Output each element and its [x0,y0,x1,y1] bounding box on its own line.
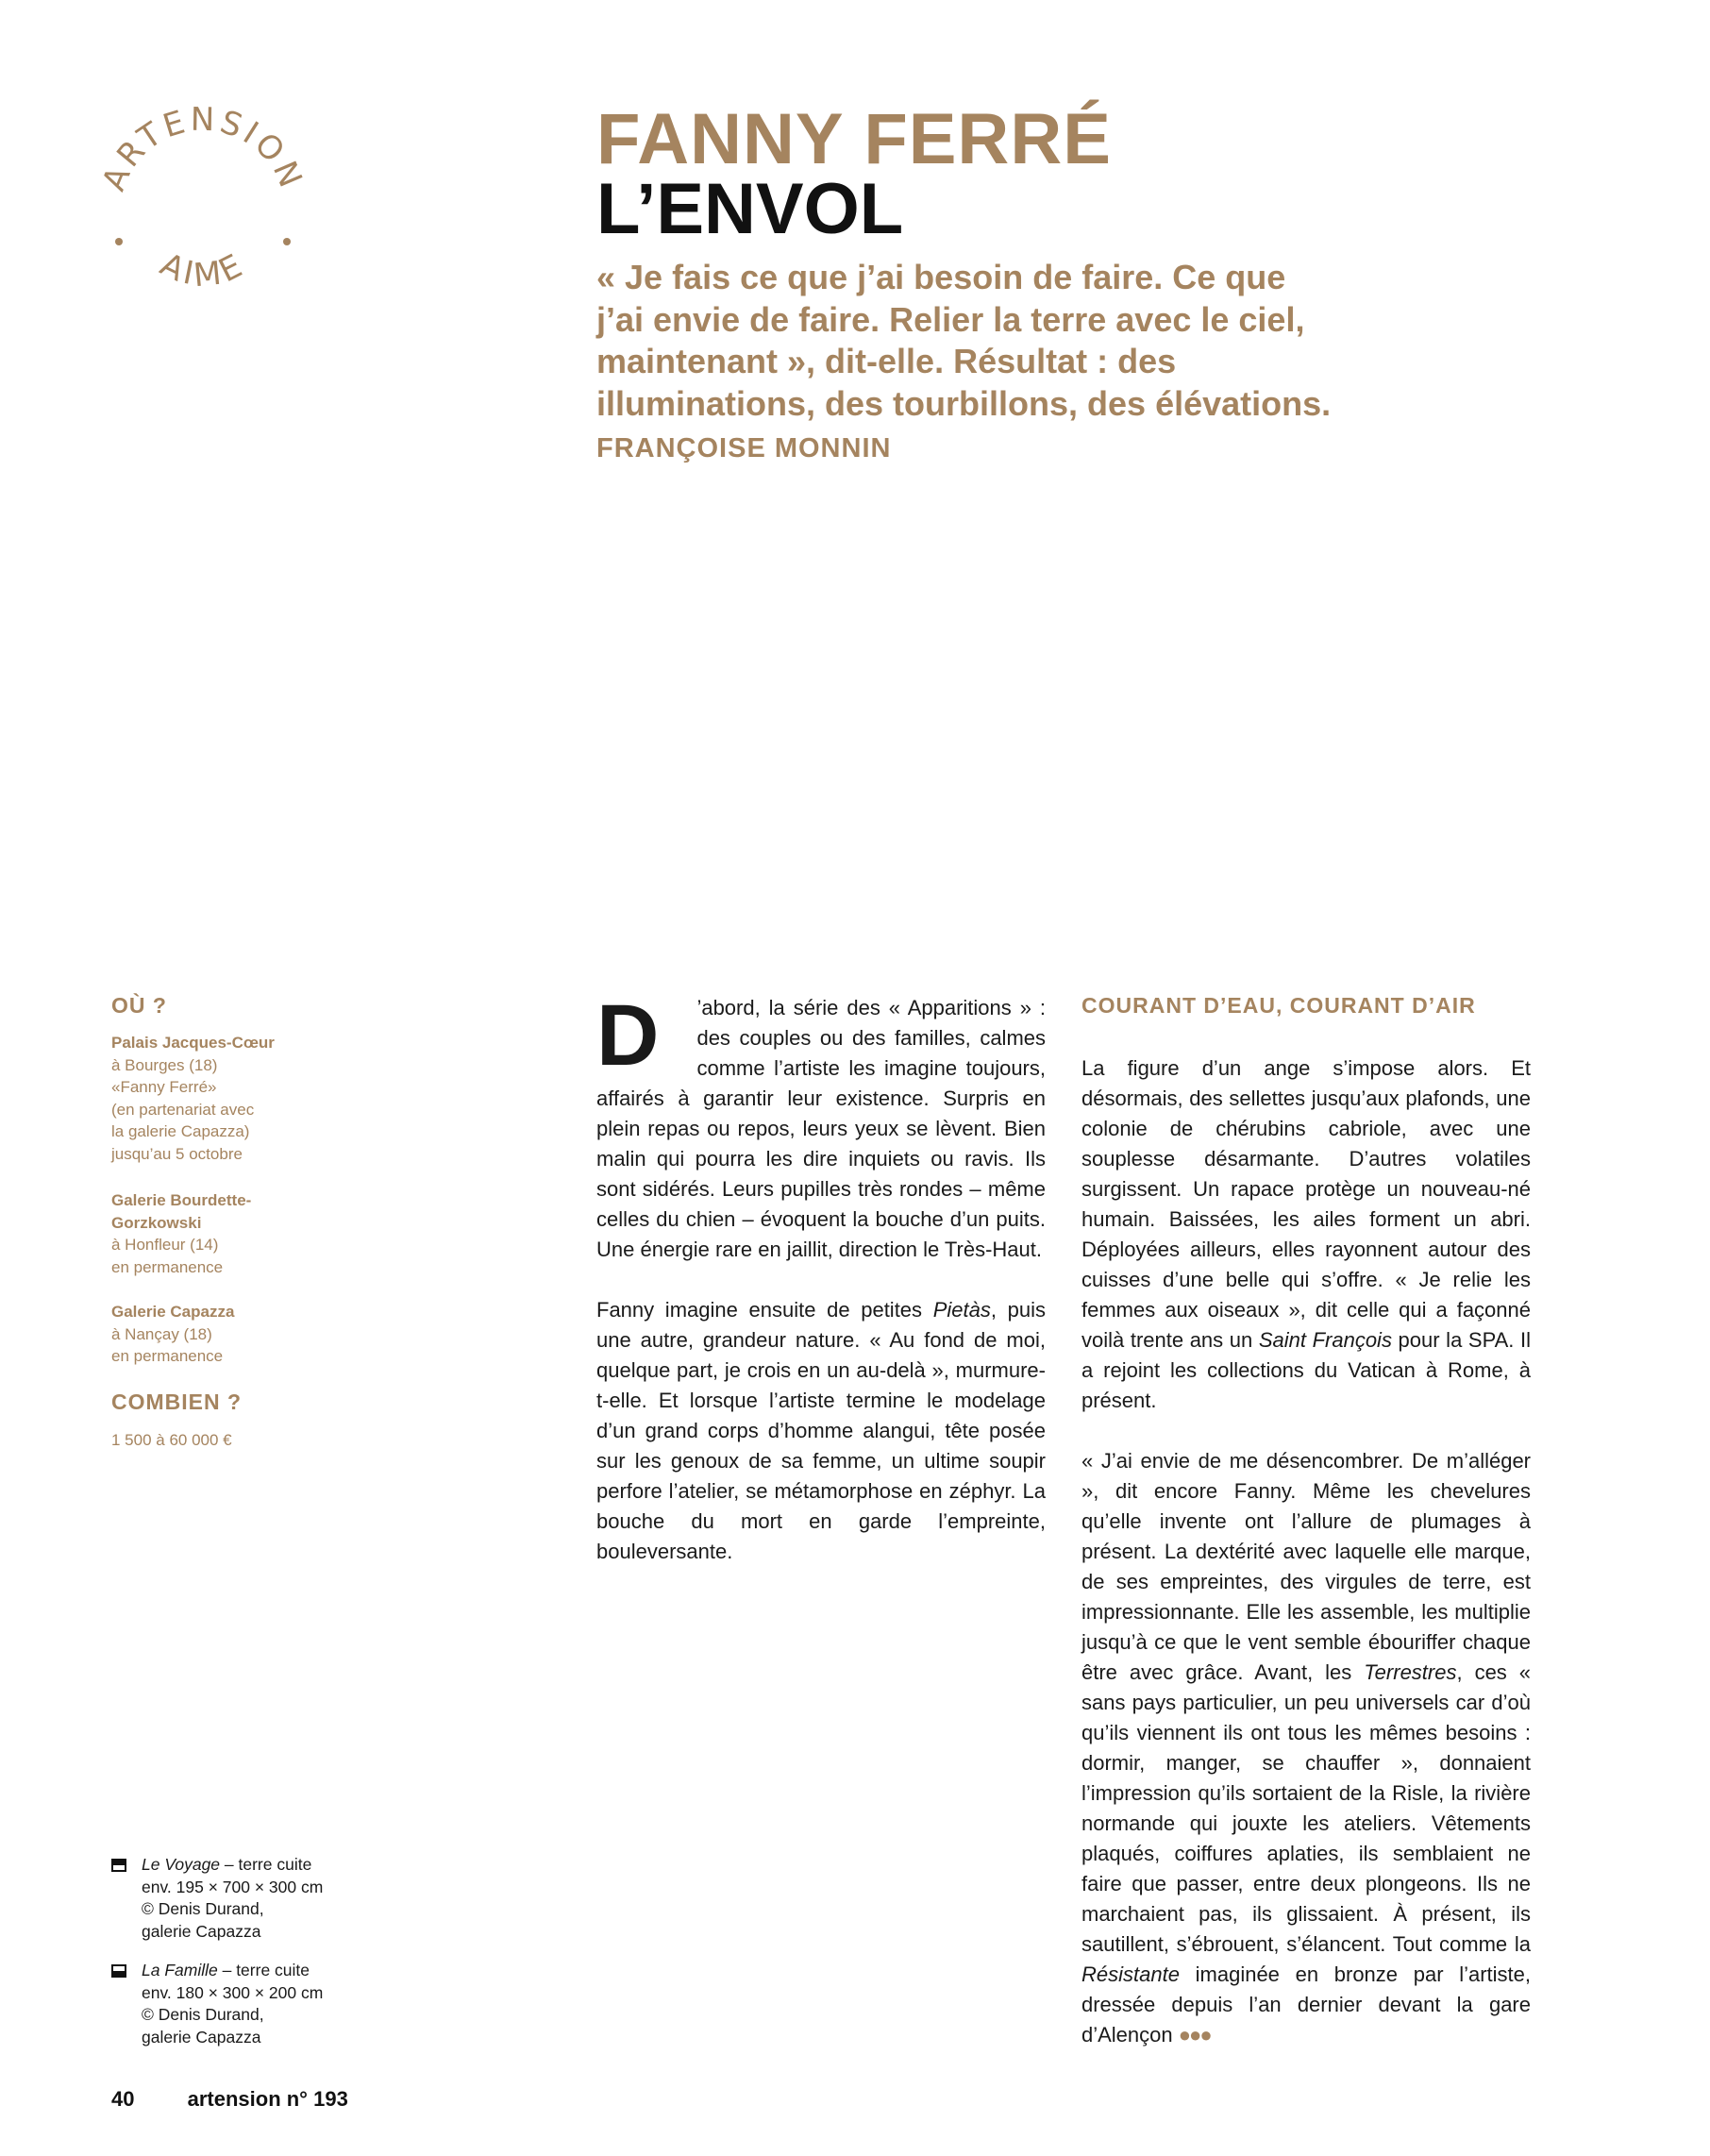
author-name: FRANÇOISE MONNIN [596,433,892,463]
page-footer [111,2087,348,2112]
paragraph-text: Fanny imagine ensuite de petites [596,1298,933,1322]
image-position-top-icon [111,1859,126,1872]
venue-line: jusqu’au 5 octobre [111,1144,243,1163]
article-subtitle: L’ENVOL [596,169,904,249]
paragraph-text: « J’ai envie de me désencombrer. De m’alléger », dit encore Fanny. Même les chevelures qu’elle invente ont l’allure de plumages à présent. La dextérité avec laquelle elle marque, de ses empreintes, des virgules de terre, est impressionnante. Elle les assemble, les multiplie jusqu’à ce que le vent semble ébouriffer chaque être avec grâce. Avant, les [1081,1449,1531,1684]
artwork-medium: – terre cuite [220,1855,312,1874]
photo-credit: © Denis Durand, [142,2005,264,2024]
artwork-dimensions: env. 180 × 300 × 200 cm [142,1982,324,2002]
article-column-1 [596,987,1046,1597]
page-number: 40 [111,2087,135,2111]
photo-caption [111,1960,357,2048]
paragraph-text: ’abord, la série des « Apparitions » : des couples ou des familles, calmes comme l’artiste les imagine toujours, affairés à garantir leur existence. Surpris en plein repas ou repos, leurs yeux se lèvent. Bien malin qui pourra les dire inquiets ou ravis. Ils sont sidérés. Leurs pupilles très rondes – même celles du chien – évoquent la bouche d’un puits. Une énergie rare en jaillit, direction le Très-Haut. [596,996,1046,1261]
gallery-credit: galerie Capazza [142,1921,261,1941]
venue-line: en permanence [111,1347,224,1365]
article-paragraph [596,1295,1046,1567]
artension-aime-logo [94,104,311,321]
section-heading: COURANT D’EAU, COURANT D’AIR [1081,993,1476,1018]
lead-text: « Je fais ce que j’ai besoin de faire. Ce que j’ai envie de faire. Relier la terre avec le ciel, maintenant », dit-elle. Résultat : des illuminations, des tourbillons, des élévations. [596,258,1332,423]
artwork-medium: – terre cuite [217,1961,310,1979]
venue-line: «Fanny Ferré» [111,1078,217,1096]
article-paragraph [1081,1446,1531,2050]
magazine-issue: artension n° 193 [187,2087,348,2111]
price-heading: COMBIEN ? [111,1390,243,1414]
artwork-reference: Saint François [1258,1328,1392,1352]
venue-line: la galerie Capazza) [111,1122,250,1140]
artwork-reference: Pietàs [932,1298,991,1322]
drop-cap: D [596,987,660,1084]
article-paragraph [1081,1053,1531,1416]
article-title: FANNY FERRÉ [596,99,1112,179]
venue-line: en permanence [111,1257,224,1276]
article-column-2 [1081,1053,1531,2080]
venue-name: Palais Jacques-Cœur [111,1034,275,1052]
price-range: 1 500 à 60 000 € [111,1431,232,1449]
logo-text-bottom: AIME [154,245,252,295]
artwork-title: Le Voyage [142,1855,221,1874]
paragraph-text: imaginée en bronze par l’artiste, dressée depuis l’an dernier devant la gare d’Alençon [1081,1962,1531,2047]
venue-item [111,1032,319,1165]
logo-text-top: ARTENSION [94,104,311,196]
artwork-title: La Famille [142,1961,218,1979]
venue-name: Galerie Capazza [111,1303,235,1321]
where-heading: OÙ ? [111,993,167,1018]
image-position-bottom-icon [111,1964,126,1978]
venue-name: Galerie Bourdette-Gorzkowski [111,1191,252,1232]
article-paragraph [596,987,1046,1265]
venue-line: à Honfleur (14) [111,1236,219,1254]
venue-item [111,1301,319,1368]
continue-dots-icon: ●●● [1178,2023,1211,2047]
gallery-credit: galerie Capazza [142,2027,261,2047]
venue-line: (en partenariat avec [111,1100,255,1119]
artwork-reference: Terrestres [1364,1660,1457,1684]
paragraph-text: , ces « sans pays particulier, un peu universels car d’où qu’ils viennent ils ont tous les mêmes besoins : dormir, manger, se chauffer », donnaient l’impression qu’ils sortaient de la Risle, la rivière normande qui jouxte les ateliers. Vêtements plaqués, coiffures aplaties, ils semblaient ne faire que passer, entre deux plongeons. Ils ne marchaient pas, ils glissaient. À présent, ils sautillent, s’ébrouent, s’élancent. Tout comme la [1081,1660,1532,1956]
artwork-dimensions: env. 195 × 700 × 300 cm [142,1877,324,1896]
photo-credit: © Denis Durand, [142,1899,264,1918]
venue-item [111,1189,272,1278]
artwork-reference: Résistante [1081,1962,1180,1986]
paragraph-text: La figure d’un ange s’impose alors. Et désormais, des sellettes jusqu’aux plafonds, une colonie de chérubins cabriole, avec une souplesse désarmante. D’autres volatiles surgissent. Un rapace protège un nouveau-né humain. Baissées, les ailes forment un abri. Déployées ailleurs, elles rayonnent autour des cuisses d’une belle qui s’offre. « Je relie les femmes aux oiseaux », dit celle qui a façonné voilà trente ans un [1081,1056,1531,1352]
paragraph-text: pour la SPA. Il a rejoint les collections du Vatican à Rome, à présent. [1081,1328,1531,1412]
article-lead [596,257,1342,470]
photo-caption [111,1854,357,1943]
paragraph-text: , puis une autre, grandeur nature. « Au fond de moi, quelque part, je crois en un au-delà », murmure-t-elle. Et lorsque l’artiste termine le modelage d’un grand corps d’homme alangui, tête posée sur les genoux de sa femme, un ultime soupir perfore l’atelier, se métamorphose en zéphyr. La bouche du mort en garde l’empreinte, bouleversante. [596,1298,1046,1563]
venue-line: à Bourges (18) [111,1055,218,1074]
venue-line: à Nançay (18) [111,1324,212,1343]
